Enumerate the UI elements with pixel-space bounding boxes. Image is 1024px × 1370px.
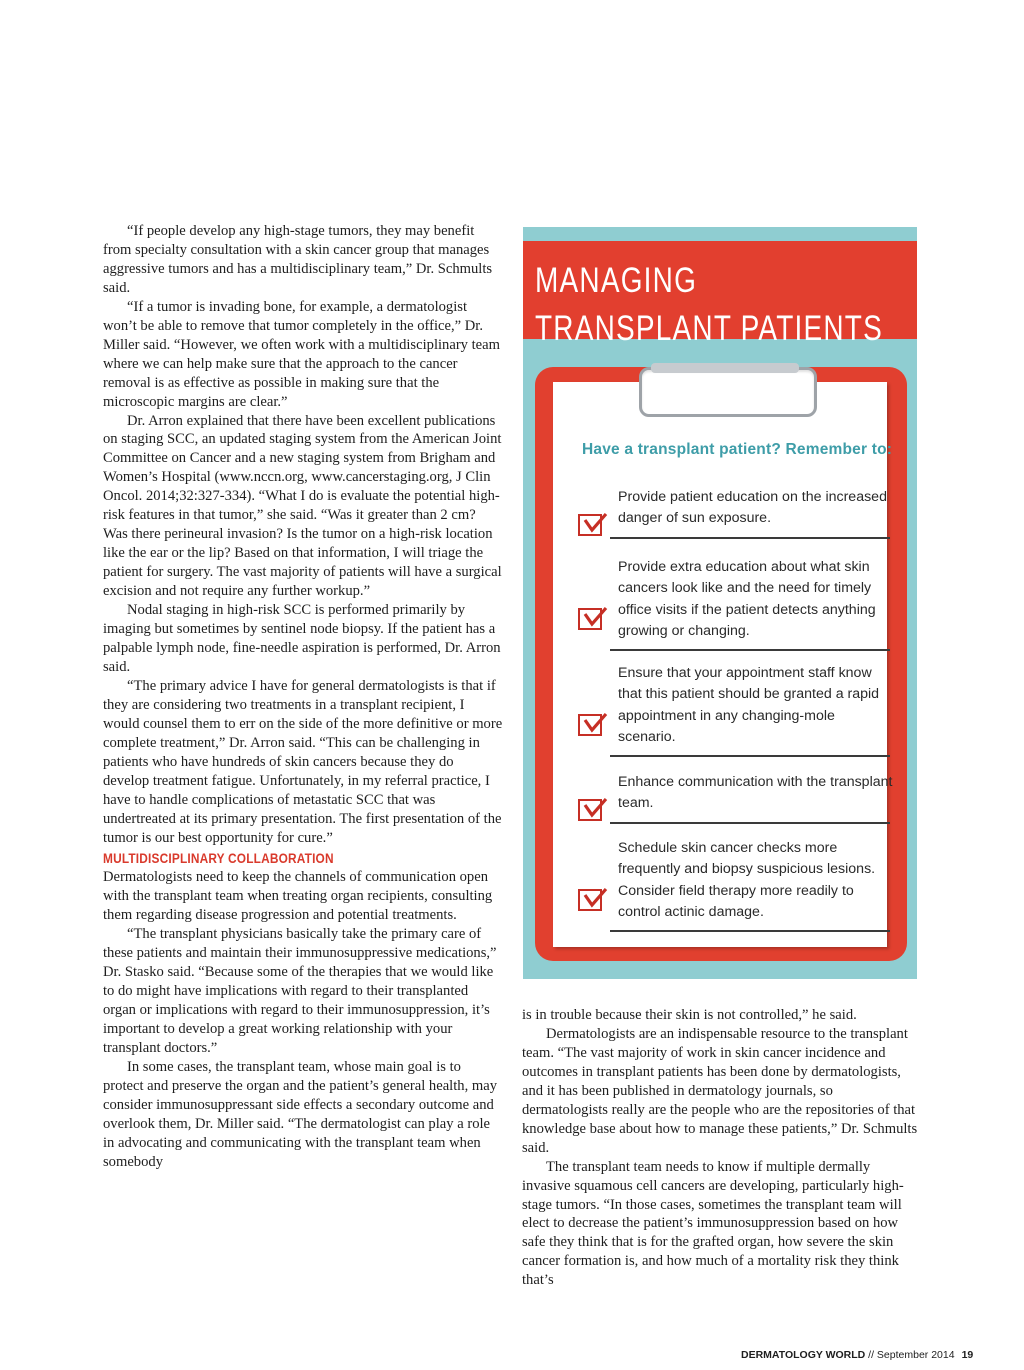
checkmark-icon <box>582 606 608 630</box>
checklist-prompt: Have a transplant patient? Remember to: <box>582 441 893 458</box>
clipboard-clip-bar <box>651 363 799 373</box>
checklist-item-text: Schedule skin cancer checks more frequently and biopsy suspicious lesions. Consider field therapy more readily to control actinic damage. <box>618 840 876 921</box>
body-paragraph: “If a tumor is invading bone, for example, a dermatologist won’t be able to remove that tumor completely in the office,” Dr. Miller said. “However, we often work with a multidisciplinary team where we can help make sure that the approach to the cancer removal is as effective as possible in making sure that the microscopic margins are clear.” <box>103 298 500 410</box>
body-paragraph: Dr. Arron explained that there have been excellent publications on staging SCC, an updated staging system from the American Joint Committee on Cancer and a new staging system from Brigham and Women’s Hospital (www.nccn.org, www.cancerstaging.org, J Clin Oncol. 2014;32:327-334). “What I do is evaluate the potential high-risk features in that tumor,” she said. “Was it greater than 2 cm? Was there perineural invasion? Is the tumor on a high-risk location like the ear or the lip? Based on that information, I will triage the patient for surgery. The vast majority of patients will have a surgical excision and not require any further workup.” <box>103 412 502 600</box>
checkbox-icon <box>578 889 602 911</box>
body-paragraph: Nodal staging in high-risk SCC is performed primarily by imaging but sometimes by sentinel node biopsy. If the patient has a palpable lymph node, fine-needle aspiration is performed, Dr. Arron said. <box>103 602 501 675</box>
magazine-name: DERMATOLOGY WORLD <box>741 1349 866 1361</box>
checklist-item-text: Provide patient education on the increased danger of sun exposure. <box>618 489 887 527</box>
body-paragraph: In some cases, the transplant team, whose main goal is to protect and preserve the organ and the patient’s general health, may consider immunosuppressant side effects a secondary outcome and overlook them, Dr. Miller said. “The dermatologist can play a role in advocating and communicating with the transplant team when somebody <box>103 1058 498 1170</box>
sidebar-box <box>523 227 917 979</box>
section-heading: MULTIDISCIPLINARY COLLABORATION <box>103 851 334 867</box>
checkbox-icon <box>578 514 602 536</box>
body-paragraph: The transplant team needs to know if multiple dermally invasive squamous cell cancers are developing, particularly high-stage tumors. “In those cases, sometimes the transplant team will elect to decrease the patient’s immunosuppression based on how safe they think that is for the grafted organ, how severe the skin cancer formation is, and how much of a mortality risk they think that’s <box>522 1158 904 1289</box>
page-footer <box>741 1349 973 1361</box>
checklist-item-text: Provide extra education about what skin cancers look like and the need for timely office visits if the patient detects anything growing or changing. <box>618 559 876 640</box>
checklist-divider <box>610 755 890 757</box>
page-number: 19 <box>961 1349 974 1361</box>
footer-separator: // <box>865 1349 877 1361</box>
clipboard-paper <box>553 382 893 947</box>
checklist-divider <box>610 649 890 651</box>
body-paragraph: Dermatologists are an indispensable resource to the transplant team. “The vast majority of work in skin cancer incidence and outcomes in transplant patients has been done by dermatologists, and it has been published in dermatology journals, so dermatologists really are the people who are the repositories of that knowledge base about how to manage these patients,” Dr. Schmults said. <box>522 1025 918 1156</box>
checkbox-icon <box>578 608 602 630</box>
body-paragraph: is in trouble because their skin is not controlled,” he said. <box>522 1007 857 1023</box>
checklist-item-text: Ensure that your appointment staff know that this patient should be granted a rapid appointment in any changing-mole scenario. <box>618 665 880 746</box>
clipboard <box>535 367 907 961</box>
checkbox-icon <box>578 714 602 736</box>
sidebar-title <box>535 257 883 353</box>
body-paragraph: “The transplant physicians basically take the primary care of these patients and maintain their immunosuppressive medications,” Dr. Stasko said. “Because some of the therapies that we would like to do might have implications with regard to their transplanted organ or implications with regard to their immunosuppression, it’s important to develop a great working relationship with your transplant doctors.” <box>103 926 497 1057</box>
issue-date: September 2014 <box>876 1349 955 1361</box>
checklist-divider <box>610 822 890 824</box>
checkbox-icon <box>578 799 602 821</box>
checklist-item-text: Enhance communication with the transplant team. <box>618 774 893 812</box>
clipboard-clip <box>639 367 817 417</box>
checkmark-icon <box>582 512 608 536</box>
sidebar-title-band <box>523 241 917 348</box>
checkmark-icon <box>582 887 608 911</box>
checkmark-icon <box>582 712 608 736</box>
left-column <box>103 222 503 1172</box>
checklist-divider <box>610 537 890 539</box>
checkmark-icon <box>582 797 608 821</box>
sidebar-title-line-1: MANAGING <box>535 261 698 300</box>
checklist-divider <box>610 930 890 932</box>
sidebar-title-line-2: TRANSPLANT PATIENTS <box>535 309 883 348</box>
body-paragraph: “If people develop any high-stage tumors, they may benefit from specialty consultation with a skin cancer group that manages aggressive tumors and has a multidisciplinary team,” Dr. Schmults said. <box>103 223 493 296</box>
body-paragraph: Dermatologists need to keep the channels of communication open with the transplant team when treating organ recipients, consulting them regarding disease progression and potential treatments. <box>103 869 493 924</box>
right-column <box>522 1006 922 1290</box>
body-paragraph: “The primary advice I have for general dermatologists is that if they are considering two treatments in a transplant recipient, I would counsel them to err on the side of the more definitive or more complete treatment,” Dr. Arron said. “This can be challenging in patients who have hundreds of skin cancers because they do develop treatment fatigue. Unfortunately, in my referral practice, I have to handle complications of metastatic SCC that was undertreated at its primary presentation. The first presentation of the tumor is our best opportunity for cure.” <box>103 677 503 846</box>
